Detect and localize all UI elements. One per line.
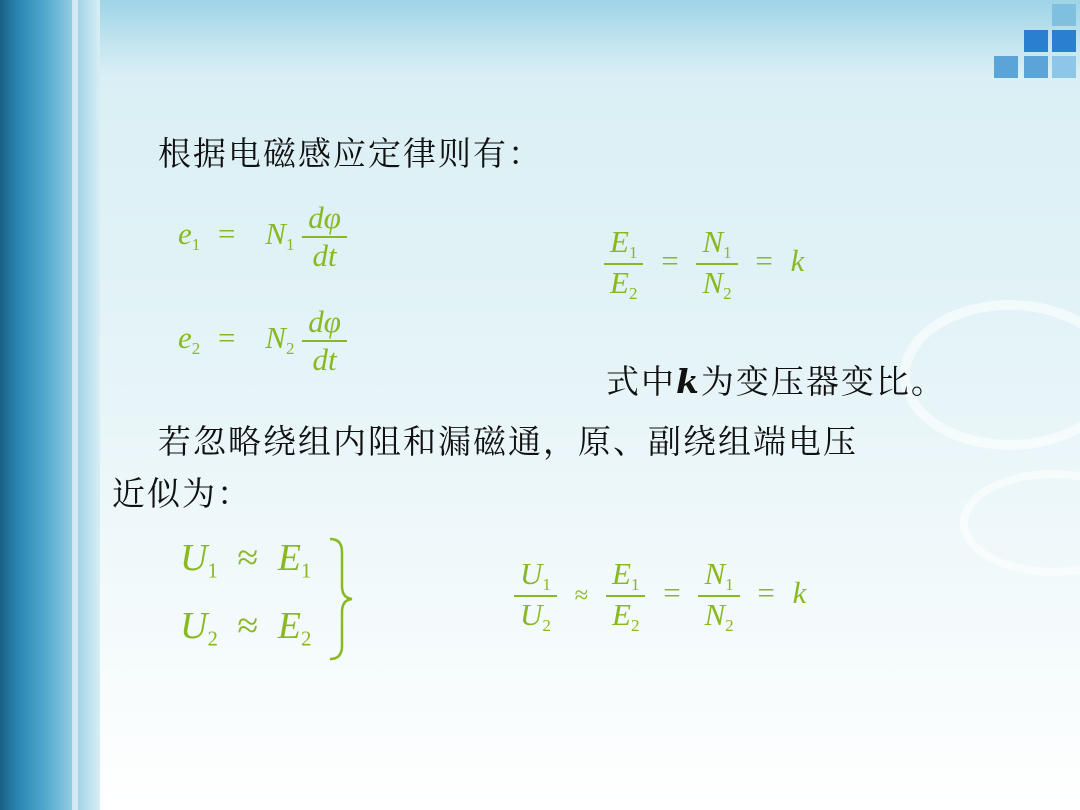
intro-text: 根据电磁感应定律则有： [158, 134, 543, 173]
equation-e2: $e_2 = N_2$ $\frac{d\varphi}{dt}$ [178, 304, 347, 378]
equation-e1: $e_1 = N_1$ $\frac{d\varphi}{dt}$ [178, 200, 347, 274]
equation-ratio-voltage: $\frac{U_1}{U_2}$ ≈ $\frac{E_1}{E_2}$ = $\frac{N_1}{N_2}$ = k [514, 556, 806, 636]
top-decorative-band [100, 0, 1080, 80]
approx-text-line2: 近似为： [112, 474, 252, 513]
approx-text-line1: 若忽略绕组内阻和漏磁通，原、副绕组端电压 [158, 422, 858, 461]
equation-u1-approx: $U_1 \approx E_1$ [180, 537, 312, 583]
right-brace [326, 536, 356, 662]
ratio-note: 式中k为变压器变比。 [606, 362, 946, 401]
corner-squares-logo [990, 0, 1080, 82]
left-decorative-bar [0, 0, 100, 810]
equation-ratio-emf: $\frac{E_1}{E_2}$ = $\frac{N_1}{N_2}$ = k [604, 224, 804, 304]
equation-u2-approx: $U_2 \approx E_2$ [180, 605, 312, 651]
